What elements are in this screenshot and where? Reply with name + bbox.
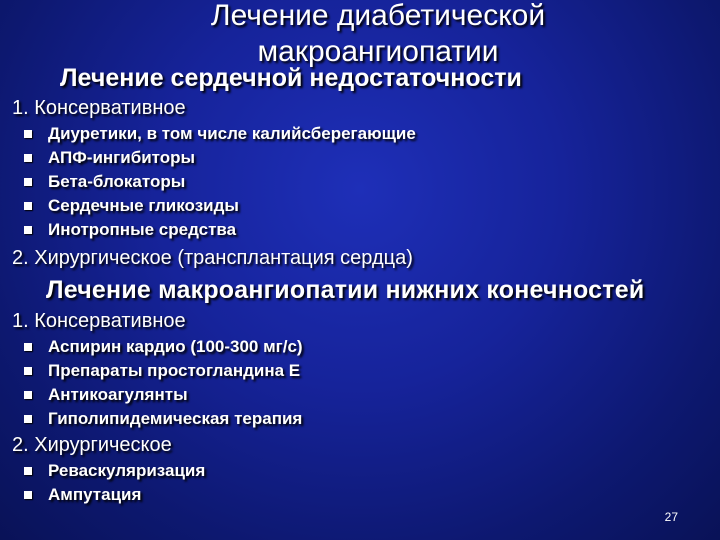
heading-heart-failure: Лечение сердечной недостаточности [60, 64, 522, 92]
list-item [22, 146, 416, 170]
square-bullet-icon [24, 491, 32, 499]
slide-title-line-2: макроангиопатии [257, 35, 499, 68]
list-item [22, 459, 205, 483]
list-item [22, 170, 416, 194]
list-item-text: Диуретики, в том числе калийсберегающие [48, 124, 416, 143]
page-number: 27 [664, 510, 678, 524]
square-bullet-icon [24, 202, 32, 210]
list-item-text: Сердечные гликозиды [48, 196, 239, 215]
list-item-text: Аспирин кардио (100-300 мг/с) [48, 337, 303, 356]
list-item [22, 218, 416, 242]
section-legs-surgical: 2. Хирургическое [12, 434, 172, 456]
square-bullet-icon [24, 367, 32, 375]
list-item-text: Препараты простогландина Е [48, 361, 301, 380]
legs-conservative-list [22, 335, 303, 431]
list-item-text: Антикоагулянты [48, 385, 188, 404]
section-legs-conservative: 1. Консервативное [12, 310, 186, 332]
list-item [22, 194, 416, 218]
list-item-text: Ампутация [48, 485, 142, 504]
section-heart-conservative: 1. Консервативное [12, 97, 186, 119]
square-bullet-icon [24, 130, 32, 138]
section-heart-surgical: 2. Хирургическое (трансплантация сердца) [12, 247, 413, 269]
slide-title-line-1: Лечение диабетической [210, 0, 546, 32]
list-item-text: Инотропные средства [48, 220, 237, 239]
square-bullet-icon [24, 391, 32, 399]
square-bullet-icon [24, 467, 32, 475]
square-bullet-icon [24, 415, 32, 423]
legs-surgical-list [22, 459, 205, 507]
list-item-text: АПФ-ингибиторы [48, 148, 196, 167]
list-item [22, 483, 205, 507]
list-item [22, 407, 303, 431]
square-bullet-icon [24, 226, 32, 234]
list-item [22, 359, 303, 383]
list-item-text: Гиполипидемическая терапия [48, 409, 303, 428]
list-item [22, 122, 416, 146]
square-bullet-icon [24, 154, 32, 162]
square-bullet-icon [24, 178, 32, 186]
list-item [22, 335, 303, 359]
heart-conservative-list [22, 122, 416, 242]
heading-lower-limbs: Лечение макроангиопатии нижних конечностей [46, 276, 645, 304]
list-item-text: Реваскуляризация [48, 461, 206, 480]
square-bullet-icon [24, 343, 32, 351]
list-item [22, 383, 303, 407]
list-item-text: Бета-блокаторы [48, 172, 186, 191]
